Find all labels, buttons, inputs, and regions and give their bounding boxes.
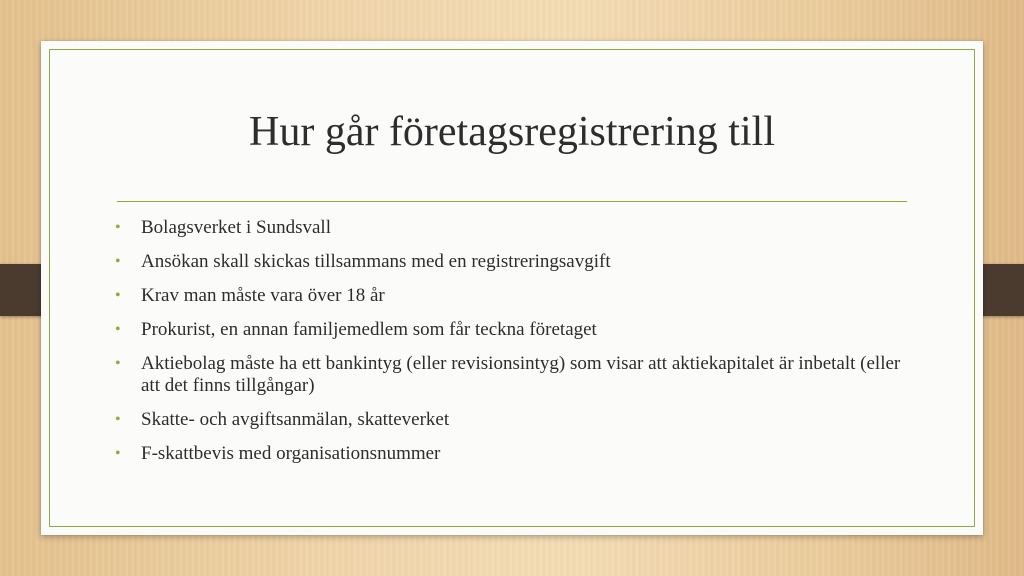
bullet-icon: •: [115, 321, 121, 338]
bullet-icon: •: [115, 253, 121, 270]
bullet-icon: •: [115, 219, 121, 236]
bullet-item: [115, 217, 915, 239]
bullet-text: Ansökan skall skickas tillsammans med en registreringsavgift: [141, 251, 611, 272]
bullet-icon: •: [115, 445, 121, 462]
bullet-text: Bolagsverket i Sundsvall: [141, 217, 331, 238]
bullet-text: F-skattbevis med organisationsnummer: [141, 443, 441, 464]
slide-paper: [41, 41, 983, 535]
slide-title: Hur går företagsregistrering till: [249, 109, 775, 155]
bullet-item: [115, 409, 915, 431]
bullet-text: Prokurist, en annan familjemedlem som får teckna företaget: [141, 319, 597, 340]
bullet-item: [115, 285, 915, 307]
bullet-icon: •: [115, 287, 121, 304]
bullet-text: Skatte- och avgiftsanmälan, skatteverket: [141, 409, 450, 430]
bullet-text: Aktiebolag måste ha ett bankintyg (eller revisionsintyg) som visar att aktiekapitalet är inbetalt (eller att det finns tillgångar): [141, 353, 901, 396]
bullet-item: [115, 353, 915, 397]
bullet-item: [115, 251, 915, 273]
bullet-list: [115, 217, 915, 477]
bullet-icon: •: [115, 355, 121, 372]
bullet-text: Krav man måste vara över 18 år: [141, 285, 385, 306]
title-divider: [117, 201, 907, 202]
bullet-item: [115, 319, 915, 341]
bullet-item: [115, 443, 915, 465]
bullet-icon: •: [115, 411, 121, 428]
